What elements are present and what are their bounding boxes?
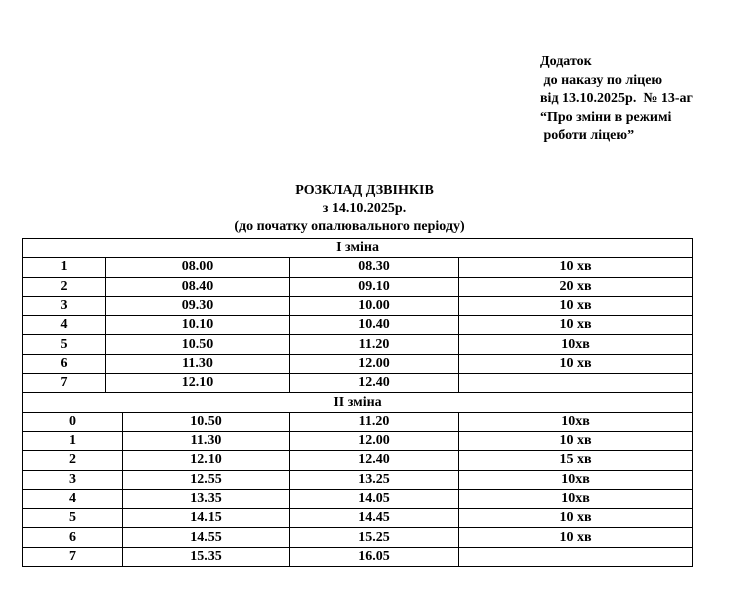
table-row [23,335,693,354]
lesson-number: 7 [23,547,123,566]
shift-header-row [23,393,693,412]
lesson-number: 0 [23,412,123,431]
lesson-number: 4 [23,316,106,335]
lesson-end-time: 12.40 [290,374,459,393]
table-row [23,258,693,277]
lesson-number: 5 [23,509,123,528]
lesson-start-time: 13.35 [123,489,290,508]
lesson-end-time: 11.20 [290,335,459,354]
lesson-number: 6 [23,354,106,373]
break-duration: 10 хв [459,509,693,528]
lesson-start-time: 11.30 [106,354,290,373]
bell-schedule-body [23,239,693,567]
lesson-start-time: 08.40 [106,277,290,296]
lesson-start-time: 15.35 [123,547,290,566]
lesson-start-time: 14.55 [123,528,290,547]
shift-header-row [23,239,693,258]
annex-line: від 13.10.2025р. № 13-аг [540,91,693,106]
table-row [23,431,693,450]
lesson-end-time: 12.00 [290,431,459,450]
lesson-start-time: 12.10 [106,374,290,393]
lesson-start-time: 08.00 [106,258,290,277]
lesson-end-time: 12.00 [290,354,459,373]
table-row [23,528,693,547]
break-duration: 10 хв [459,431,693,450]
break-duration: 10 хв [459,528,693,547]
lesson-end-time: 13.25 [290,470,459,489]
annex-line: роботи ліцею” [540,128,635,143]
lesson-start-time: 11.30 [123,431,290,450]
lesson-end-time: 16.05 [290,547,459,566]
break-duration: 10 хв [459,296,693,315]
lesson-number: 1 [23,431,123,450]
table-row [23,277,693,296]
break-duration: 10 хв [459,258,693,277]
schedule-effective-date: з 14.10.2025р. [322,201,407,216]
table-row [23,489,693,508]
bell-schedule-table [22,238,693,567]
break-duration: 10хв [459,412,693,431]
annex-line: Додаток [540,54,592,69]
break-duration: 15 хв [459,451,693,470]
break-duration: 10хв [459,470,693,489]
break-duration: 10 хв [459,354,693,373]
table-row [23,354,693,373]
lesson-start-time: 10.50 [123,412,290,431]
break-duration: 10хв [459,489,693,508]
lesson-number: 1 [23,258,106,277]
lesson-end-time: 11.20 [290,412,459,431]
lesson-end-time: 08.30 [290,258,459,277]
lesson-start-time: 10.10 [106,316,290,335]
table-row [23,470,693,489]
table-row [23,451,693,470]
lesson-start-time: 12.10 [123,451,290,470]
lesson-end-time: 09.10 [290,277,459,296]
annex-line: “Про зміни в режимі [540,109,672,125]
schedule-heading: РОЗКЛАД ДЗВІНКІВ [295,183,434,198]
lesson-start-time: 14.15 [123,509,290,528]
table-row [23,316,693,335]
lesson-end-time: 10.00 [290,296,459,315]
table-row [23,374,693,393]
break-duration [459,547,693,566]
lesson-start-time: 12.55 [123,470,290,489]
lesson-number: 7 [23,374,106,393]
table-row [23,547,693,566]
schedule-title-block [0,182,745,236]
table-row [23,296,693,315]
lesson-number: 3 [23,470,123,489]
lesson-number: 6 [23,528,123,547]
break-duration: 10хв [459,335,693,354]
break-duration [459,374,693,393]
lesson-start-time: 10.50 [106,335,290,354]
shift-label: ІІ зміна [23,393,693,412]
order-annex-note [540,53,693,146]
table-row [23,412,693,431]
annex-line: до наказу по ліцею [540,72,663,88]
lesson-number: 2 [23,451,123,470]
break-duration: 20 хв [459,277,693,296]
lesson-end-time: 14.05 [290,489,459,508]
lesson-end-time: 12.40 [290,451,459,470]
lesson-number: 4 [23,489,123,508]
lesson-number: 2 [23,277,106,296]
lesson-start-time: 09.30 [106,296,290,315]
schedule-note: (до початку опалювального періоду) [234,219,465,234]
lesson-end-time: 10.40 [290,316,459,335]
lesson-end-time: 15.25 [290,528,459,547]
lesson-end-time: 14.45 [290,509,459,528]
shift-label: І зміна [23,239,693,258]
lesson-number: 5 [23,335,106,354]
lesson-number: 3 [23,296,106,315]
break-duration: 10 хв [459,316,693,335]
table-row [23,509,693,528]
